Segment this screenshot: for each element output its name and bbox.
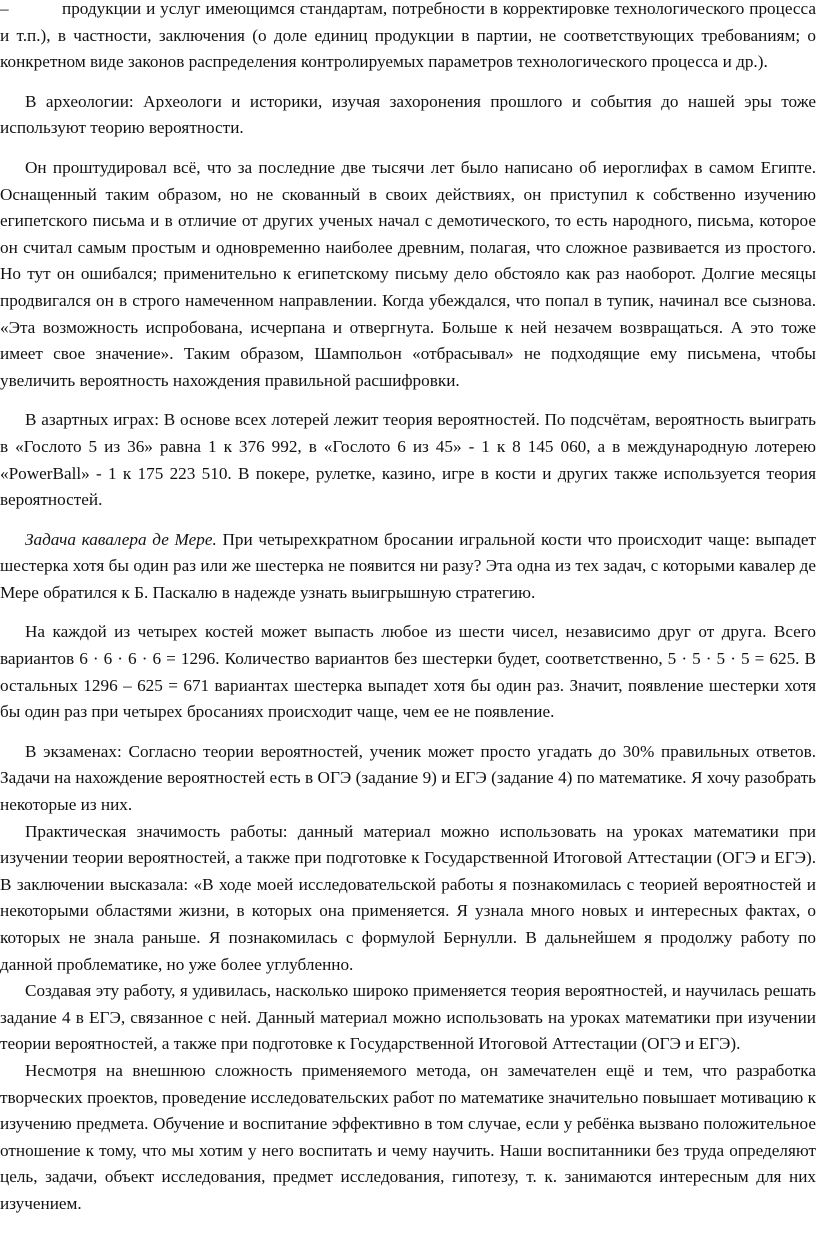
paragraph-motivation: Несмотря на внешнюю сложность применяемого метода, он замечателен ещё и тем, что разработка творческих проектов, проведение исследовательских работ по математике значительно повышает мотивацию к изучению предмета. Обучение и воспитание эффективно в том случае, если у ребёнка вызвано положительное отношение к тому, что мы хотим у него воспитать и чему научить. Наши воспитанники без труда определяют цель, задачи, объект исследования, предмет исследования, гипотезу, т. к. занимаются интересным для них изучением. <box>0 1060 816 1213</box>
paragraph-standards <box>0 0 816 76</box>
paragraph-conclusion: Создавая эту работу, я удивилась, насколько широко применяется теория вероятностей, и научилась решать задание 4 в ЕГЭ, связанное с ней. Данный материал можно использовать на уроках математики при изучении теории вероятностей, а также при подготовке к Государственной Итоговой Аттестации (ОГЭ и ЕГЭ). <box>0 981 816 1054</box>
paragraph-standards-text: продукции и услуг имеющимся стандартам, потребности в корректировке технологического процесса и т.п.), в частности, заключения (о доле единиц продукции в партии, не соответствующих требованиям; о конкретном виде законов распределения контролируемых параметров технологического процесса и др.). <box>0 0 816 72</box>
paragraph-practical-significance: Практическая значимость работы: данный материал можно использовать на уроках математики при изучении теории вероятностей, а также при подготовке к Государственной Итоговой Аттестации (ОГЭ и ЕГЭ). В заключении высказала: «В ходе моей исследовательской работы я познакомилась с теорией вероятностей и некоторыми областями жизни, в которых она применяется. Я узнала много новых и интересных фактах, о которых не знала раньше. Я познакомилась с формулой Бернулли. В дальнейшем я продолжу работу по данной проблематике, но уже более углубленно. <box>0 821 816 974</box>
list-dash: – <box>0 0 9 18</box>
paragraph-gambling: В азартных играх: В основе всех лотерей лежит теория вероятностей. По подсчётам, вероятность выиграть в «Гослото 5 из 36» равна 1 к 376 992, в «Гослото 6 из 45» - 1 к 8 145 060, а в международную лотерею «PowerBall» - 1 к 175 223 510. В покере, рулетке, казино, игре в кости и других также используется теория вероятностей. <box>0 410 816 510</box>
paragraph-dice-solution: На каждой из четырех костей может выпасть любое из шести чисел, независимо друг от друга. Всего вариантов 6 · 6 · 6 · 6 = 1296. Количество вариантов без шестерки будет, соответственно, 5 · 5 · 5 · 5 = 625. В остальных 1296 – 625 = 671 вариантах шестерка выпадет хотя бы один раз. Значит, появление шестерки хотя бы один раз при четырех бросаниях происходит чаще, чем ее не появление. <box>0 622 816 722</box>
problem-text: При четырехкратном бросании игральной кости что происходит чаще: выпадет шестерка хотя бы один раз или же шестерка не появится ни разу? Эта одна из тех задач, с которыми кавалер де Мере обратился к Б. Паскалю в надежде узнать выигрышную стратегию. <box>0 529 816 602</box>
paragraph-archaeology: В археологии: Археологи и историки, изучая захоронения прошлого и события до нашей эры тоже используют теорию вероятности. <box>0 91 816 138</box>
problem-title: Задача кавалера де Мере. <box>25 529 217 549</box>
paragraph-exams: В экзаменах: Согласно теории вероятностей, ученик может просто угадать до 30% правильных ответов. Задачи на нахождение вероятностей есть в ОГЭ (задание 9) и ЕГЭ (задание 4) по математике. Я хочу разобрать некоторые из них. <box>0 741 816 815</box>
paragraph-champollion: Он проштудировал всё, что за последние две тысячи лет было написано об иероглифах в самом Египте. Оснащенный таким образом, но не скованный в своих действиях, он приступил к собственно изучению египетского письма и в отличие от других ученых начал с демотического, то есть народного, письма, которое он считал самым простым и одновременно наиболее древним, полагая, что сложное развивается из простого. Но тут он ошибался; применительно к египетскому письму дело обстояло как раз наоборот. Долгие месяцы продвигался он в строго намеченном направлении. Когда убеждался, что попал в тупик, начинал все сызнова. «Эта возможность испробована, исчерпана и отвергнута. Больше к ней незачем возвращаться. А это тоже имеет свое значение». Таким образом, Шампольон «отбрасывал» не подходящие ему письмена, чтобы увеличить вероятность нахождения правильной расшифровки. <box>0 157 816 390</box>
paragraph-de-mere-problem <box>0 527 816 607</box>
